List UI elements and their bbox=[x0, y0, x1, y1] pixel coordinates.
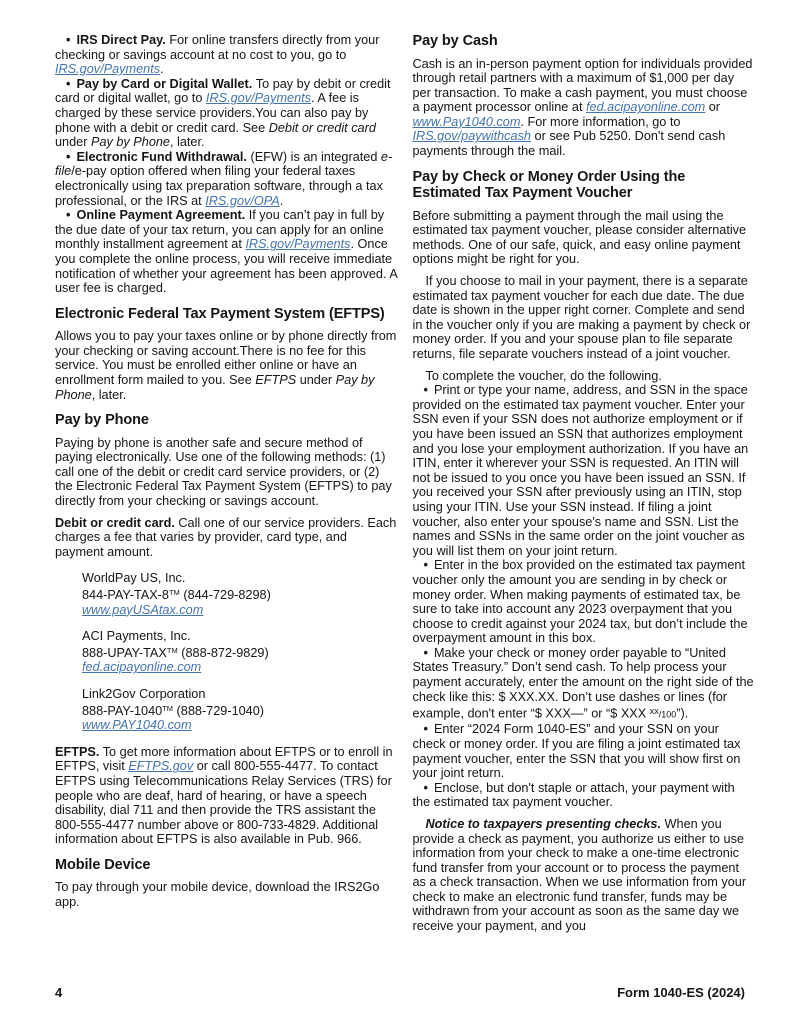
text-run: /e-pay option offered when filing your federal taxes electronically using tax preparation software, through a tax professional, or the IRS at bbox=[55, 164, 383, 208]
bullet-icon: • bbox=[423, 722, 428, 737]
text-run: Pay by Phone bbox=[55, 372, 375, 402]
text-run: TM bbox=[168, 588, 180, 597]
paragraph bbox=[413, 817, 756, 934]
text-run: If you can’t pay in full by the due date of your tax return, you can apply for an online monthly installment agreement at bbox=[55, 208, 385, 252]
hyperlink[interactable]: fed.acipayonline.com bbox=[586, 100, 706, 115]
text-run: (888-872-9829) bbox=[177, 645, 269, 660]
hyperlink[interactable]: IRS.gov/OPA bbox=[205, 193, 280, 208]
text-run: /100 bbox=[658, 709, 677, 720]
text-run: Electronic Fund Withdrawal. bbox=[76, 149, 251, 164]
bullet-item bbox=[413, 781, 756, 810]
text-run: Allows you to pay your taxes online or by phone directly from your checking or saving account.There is no fee for this service. You must be enrolled either online or have an enrollment form mailed to you. See bbox=[55, 329, 397, 387]
provider-url-link[interactable]: fed.acipayonline.com bbox=[82, 660, 202, 675]
text-run: Enter “2024 Form 1040-ES” and your SSN on your check or money order. If you are filing a joint estimated tax payment voucher, enter the SSN that you will show first on your joint return. bbox=[412, 722, 741, 781]
column-left bbox=[55, 33, 398, 910]
bullet-item bbox=[55, 77, 398, 150]
bullet-icon: • bbox=[66, 33, 71, 47]
text-run: Enclose, but don't staple or attach, your payment with the estimated tax payment voucher. bbox=[412, 780, 735, 810]
provider-name: Link2Gov Corporation bbox=[82, 686, 206, 701]
bullet-item bbox=[55, 150, 398, 208]
hyperlink[interactable]: www.Pay1040.com bbox=[412, 114, 521, 129]
text-run: Debit or credit card bbox=[268, 120, 376, 135]
provider-contact bbox=[82, 629, 398, 675]
text-run: Online Payment Agreement. bbox=[76, 208, 249, 223]
paragraph bbox=[413, 209, 756, 267]
text-run: Pay by Phone bbox=[90, 135, 170, 150]
text-run: Enter in the box provided on the estimated tax payment voucher only the amount you are sending in by check or money order. When making payments of estimated tax, be sure to take into account any 2023 overpayment that you choose to credit against your 2024 tax, but don’t include the overpayment amount in this box. bbox=[412, 558, 748, 646]
text-run: (844-729-8298) bbox=[179, 588, 271, 602]
text-run: ”). bbox=[676, 706, 689, 721]
provider-phone bbox=[82, 586, 398, 603]
bullet-item bbox=[413, 383, 756, 558]
paragraph bbox=[413, 57, 756, 159]
hyperlink[interactable]: IRS.gov/paywithcash bbox=[412, 129, 531, 144]
provider-phone bbox=[82, 702, 398, 719]
form-label: Form 1040-ES (2024) bbox=[617, 985, 745, 1000]
paragraph bbox=[55, 745, 398, 847]
text-run: 888-UPAY-TAX bbox=[82, 645, 167, 660]
text-run: Notice to taxpayers presenting checks. bbox=[425, 816, 662, 831]
provider-url bbox=[82, 603, 398, 618]
provider-url bbox=[82, 718, 398, 733]
bullet-icon: • bbox=[423, 780, 428, 795]
provider-name: WorldPay US, Inc. bbox=[82, 571, 186, 586]
section-heading: Pay by Cash bbox=[412, 33, 498, 49]
text-run: TM bbox=[166, 645, 178, 655]
bullet-icon: • bbox=[423, 645, 428, 660]
paragraph bbox=[55, 516, 398, 560]
column-right bbox=[413, 33, 756, 934]
text-run: , later. bbox=[91, 387, 127, 402]
provider-contact bbox=[82, 687, 398, 733]
text-run: (888-729-1040) bbox=[173, 703, 265, 718]
provider-phone bbox=[82, 644, 398, 661]
bullet-item bbox=[55, 208, 398, 296]
text-run: Before submitting a payment through the mail using the estimated tax payment voucher, please consider alternative methods. One of our safe, quick, and easy online payment options might be right for you. bbox=[412, 208, 747, 267]
section-heading: Electronic Federal Tax Payment System (EFTPS) bbox=[55, 305, 385, 322]
hyperlink[interactable]: IRS.gov/Payments bbox=[205, 91, 311, 106]
bullet-item bbox=[413, 646, 756, 722]
text-run: Cash is an in-person payment option for individuals provided through retail partners with a maximum of $1,000 per day per transaction. To make a cash payment, you must choose a payment processor online at bbox=[412, 56, 753, 115]
bullet-icon: • bbox=[423, 558, 428, 573]
text-run: If you choose to mail in your payment, there is a separate estimated tax payment voucher for each due date. The due date is shown in the upper right corner. Complete and send in the voucher only if you are making a payment by check or money order. If you and your spouse plan to file separate returns, file separate vouchers instead of a joint voucher. bbox=[412, 274, 751, 361]
text-run: To pay through your mobile device, download the IRS2Go app. bbox=[55, 880, 380, 909]
text-run: xx bbox=[649, 706, 659, 717]
text-run: . bbox=[160, 62, 164, 77]
paragraph bbox=[55, 436, 398, 509]
text-run: 888-PAY-1040 bbox=[82, 703, 163, 718]
text-run: Make your check or money order payable to “United States Treasury.” Don’t send cash. To help process your payment accurately, enter the amount on the right side of the check like this: $ XXX.XX. Don’t use dashes or lines (for example, don't enter “$ XXX—” or “$ XXX bbox=[412, 645, 754, 721]
bullet-icon: • bbox=[423, 383, 428, 398]
paragraph bbox=[413, 369, 756, 384]
section-heading: Pay by Check or Money Order Using the Estimated Tax Payment Voucher bbox=[412, 168, 686, 202]
text-run: or call 800-555-4477. To contact EFTPS using Telecommunications Relay Services (TRS) for people who are deaf, hard of hearing, or have a speech disability, dial 711 and then provide the TRS assistant the 800-555-4477 number above or 800-733-4829. Additional information about EFTPS is also available in Pub. 966. bbox=[55, 759, 392, 847]
text-run: or see Pub 5250. Don't send cash payments through the mail. bbox=[412, 129, 726, 159]
section-heading: Pay by Phone bbox=[55, 412, 149, 429]
bullet-item bbox=[413, 558, 756, 646]
paragraph bbox=[55, 880, 398, 909]
text-run: To pay by debit or credit card or digital wallet, go to bbox=[55, 76, 391, 106]
text-run: When you provide a check as payment, you authorize us either to use information from your check to make a one-time electronic fund transfer from your account or to process the payment as a check transaction. When we use information from your check to make an electronic fund transfer, funds may be withdrawn from your account as soon as the same day we receive your payment, and you bbox=[412, 816, 747, 934]
two-column-layout bbox=[55, 33, 755, 934]
text-run: under bbox=[296, 372, 336, 387]
provider-name: ACI Payments, Inc. bbox=[82, 629, 191, 644]
provider-url bbox=[82, 660, 398, 675]
text-run: . bbox=[279, 193, 284, 208]
provider-contact bbox=[82, 571, 398, 617]
text-run: Pay by Card or Digital Wallet. bbox=[76, 76, 256, 91]
text-run: (EFW) is an integrated bbox=[250, 149, 381, 164]
provider-url-link[interactable]: www.payUSAtax.com bbox=[82, 602, 204, 617]
text-run: TM bbox=[162, 703, 174, 713]
bullet-icon: • bbox=[66, 76, 71, 91]
page-number: 4 bbox=[55, 985, 63, 1000]
text-run: To complete the voucher, do the following. bbox=[425, 368, 662, 383]
hyperlink[interactable]: IRS.gov/Payments bbox=[55, 62, 161, 77]
text-run: under bbox=[55, 135, 91, 150]
section-heading: Mobile Device bbox=[55, 856, 151, 873]
footer bbox=[55, 985, 745, 1000]
bullet-icon: • bbox=[66, 208, 71, 223]
hyperlink[interactable]: EFTPS.gov bbox=[128, 759, 194, 774]
bullet-item bbox=[55, 33, 398, 77]
paragraph bbox=[413, 274, 756, 362]
text-run: Debit or credit card. bbox=[55, 515, 175, 530]
text-run: 844-PAY-TAX-8 bbox=[82, 588, 169, 602]
text-run: . A fee is charged by these service providers.You can also pay by phone with a debit or credit card. See bbox=[55, 91, 369, 135]
text-run: To get more information about EFTPS or to enroll in EFTPS, visit bbox=[55, 744, 393, 774]
text-run: e-file bbox=[55, 149, 393, 179]
text-run: For online transfers directly from your checking or savings account at no cost to you, go to bbox=[55, 33, 380, 62]
text-run: . Once you complete the online process, you will receive immediate notification of whether your agreement has been approved. A user fee is charged. bbox=[55, 237, 398, 296]
text-run: IRS Direct Pay. bbox=[76, 33, 170, 47]
text-run: or bbox=[705, 100, 721, 115]
text-run: Paying by phone is another safe and secure method of paying electronically. Use one of the following methods: (1) call one of the debit or credit card service providers, or (2) the Electronic Federal Tax Payment System (EFTPS) to pay directly from your checking or savings account. bbox=[55, 435, 392, 509]
text-run: Call one of our service providers. Each charges a fee that varies by provider, card type, and payment amount. bbox=[55, 515, 397, 559]
text-run: EFTPS. bbox=[55, 744, 100, 759]
hyperlink[interactable]: IRS.gov/Payments bbox=[245, 237, 351, 252]
bullet-item bbox=[413, 722, 756, 780]
text-run: . For more information, go to bbox=[520, 114, 681, 129]
bullet-icon: • bbox=[66, 149, 71, 164]
text-run: Print or type your name, address, and SSN in the space provided on the estimated tax payment voucher. Enter your SSN even if your SSN does not authorize employment or if you have been issued an SSN that authorizes employment and you lose your employment authorization. If you have an ITIN, enter it wherever your SSN is requested. An ITIN will not be issued to you once you have been issued an SSN. If you received your SSN after previously using an ITIN, stop using your ITIN. Use your SSN instead. If filing a joint voucher, also enter your spouse's name and SSN. List the names and SSNs in the same order on the joint voucher as you will list them on your joint return. bbox=[412, 383, 749, 558]
text-run: , later. bbox=[169, 135, 205, 150]
paragraph bbox=[55, 329, 398, 402]
text-run: EFTPS bbox=[255, 372, 297, 387]
provider-url-link[interactable]: www.PAY1040.com bbox=[82, 718, 192, 733]
